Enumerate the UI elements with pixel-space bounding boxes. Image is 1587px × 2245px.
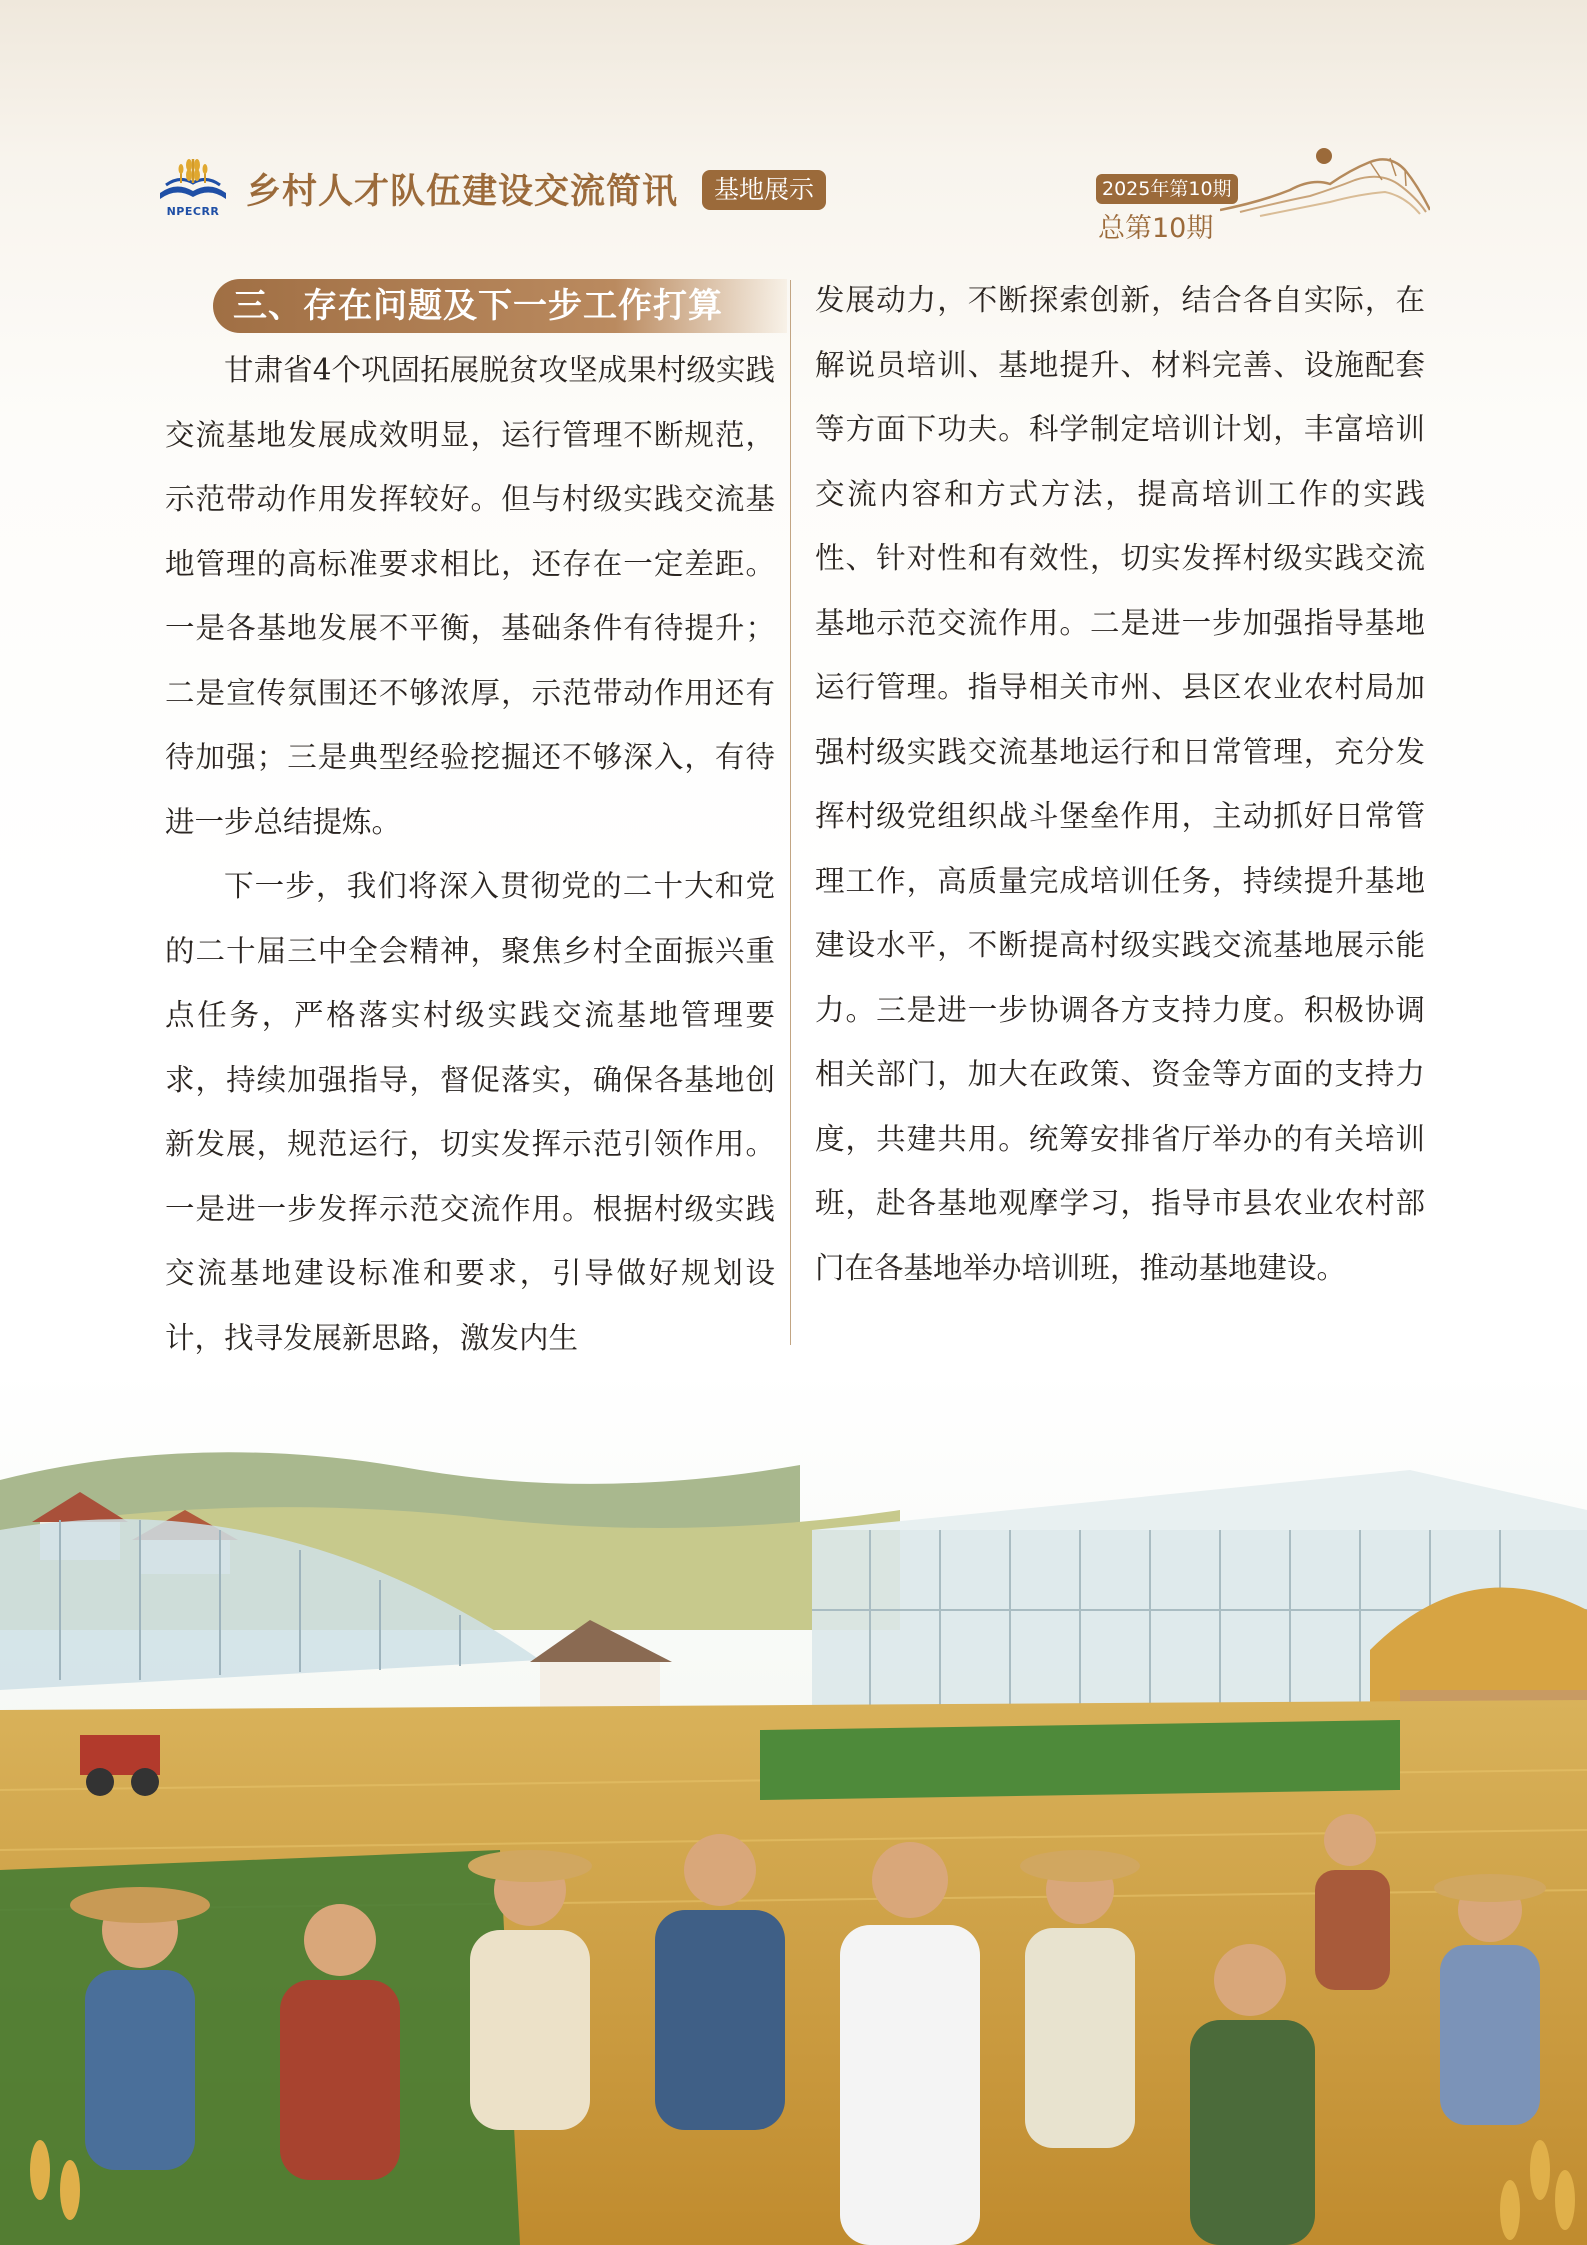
- paragraph: 发展动力，不断探索创新，结合各自实际，在解说员培训、基地提升、材料完善、设施配套等方面下功夫。科学制定培训计划，丰富培训交流内容和方式方法，提高培训工作的实践性、针对性和有效性，切实发挥村级实践交流基地示范交流作用。二是进一步加强指导基地运行管理。指导相关市州、县区农业农村局加强村级实践交流基地运行和日常管理，充分发挥村级党组织战斗堡垒作用，主动抓好日常管理工作，高质量完成培训任务，持续提升基地建设水平，不断提高村级实践交流基地展示能力。三是进一步协调各方支持力度。积极协调相关部门，加大在政策、资金等方面的支持力度，共建共用。统筹安排省厅举办的有关培训班，赴各基地观摩学习，指导市县农业农村部门在各基地举办培训班，推动基地建设。: [815, 283, 1425, 1285]
- logo-text: NPECRR: [166, 205, 220, 218]
- section-heading: [213, 279, 787, 333]
- paragraph: 甘肃省4个巩固拓展脱贫攻坚成果村级实践交流基地发展成效明显，运行管理不断规范，示范带动作用发挥较好。但与村级实践交流基地管理的高标准要求相比，还存在一定差距。一是各基地发展不平衡，基础条件有待提升；二是宣传氛围还不够浓厚，示范带动作用还有待加强；三是典型经验挖掘还不够深入，有待进一步总结提炼。: [165, 353, 775, 839]
- section-tag: 基地展示: [702, 170, 826, 210]
- npecrr-logo: [156, 155, 230, 219]
- page-header: [0, 0, 1587, 244]
- right-column: [815, 268, 1425, 1300]
- column-divider: [790, 280, 791, 1345]
- section-heading-text: 三、存在问题及下一步工作打算: [233, 286, 723, 326]
- wheat-book-icon: [156, 155, 230, 205]
- mountain-sun-icon: [1220, 140, 1430, 220]
- paragraph: 下一步，我们将深入贯彻党的二十大和党的二十届三中全会精神，聚焦乡村全面振兴重点任务，严格落实村级实践交流基地管理要求，持续加强指导，督促落实，确保各基地创新发展，规范运行，切实发挥示范引领作用。一是进一步发挥示范交流作用。根据村级实践交流基地建设标准和要求，引导做好规划设计，找寻发展新思路，激发内生: [165, 869, 775, 1355]
- farm-illustration: [0, 1370, 1587, 2245]
- publication-title: 乡村人才队伍建设交流简讯: [246, 172, 679, 212]
- issue-number: 2025年第10期: [1096, 174, 1238, 204]
- issue-total: 总第10期: [1098, 213, 1214, 244]
- left-column: [165, 338, 775, 1370]
